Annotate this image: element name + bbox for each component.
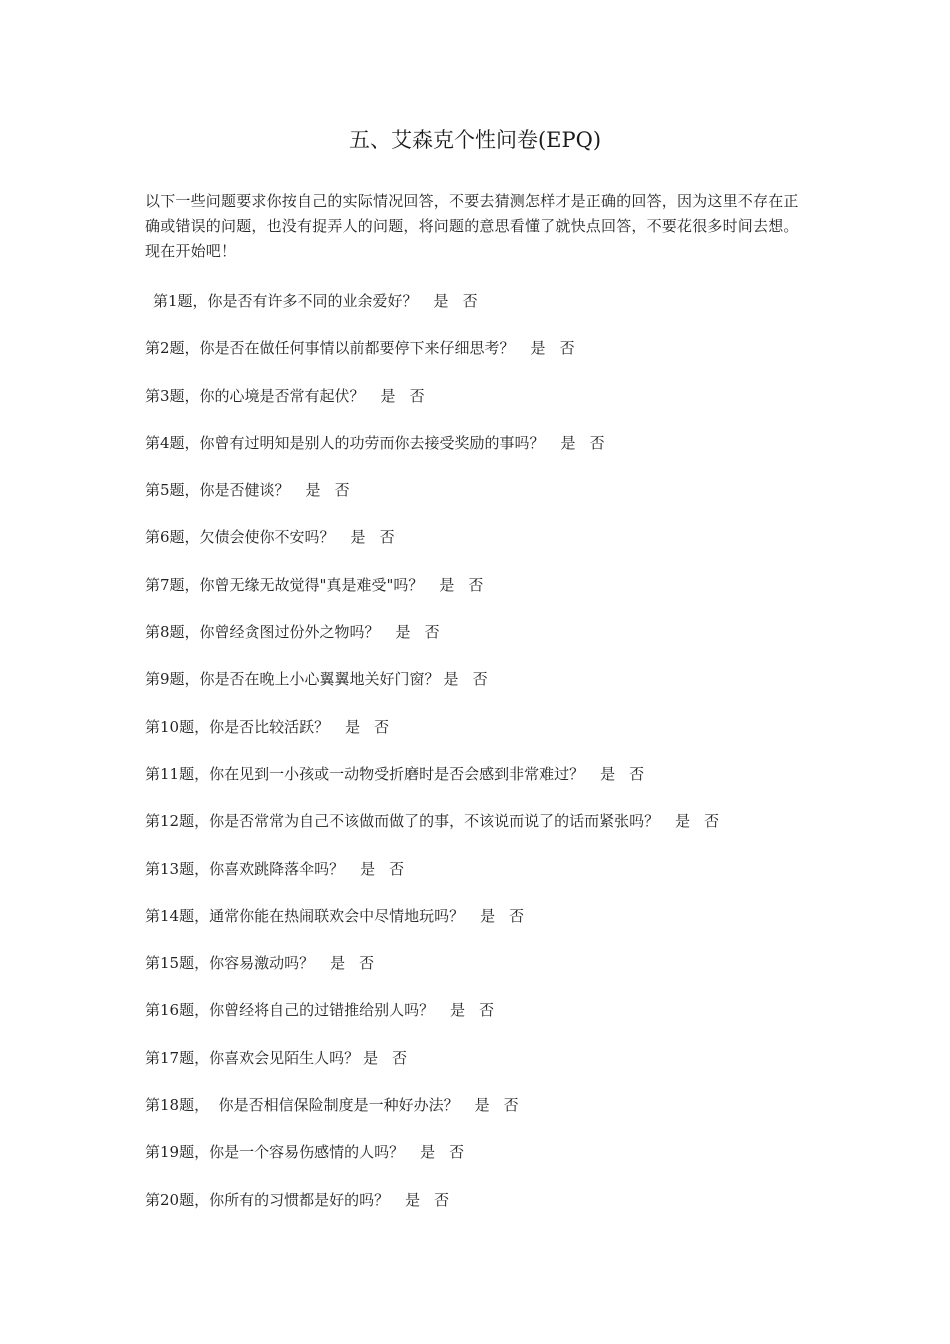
answer-no: 否 [559,339,575,358]
instructions-paragraph: 以下一些问题要求你按自己的实际情况回答，不要去猜测怎样才是正确的回答，因为这里不存在正确或错误的问题，也没有捉弄人的问题，将问题的意思看懂了就快点回答，不要花很多时间去想。现在开始吧！ [145,192,799,260]
question-text: 第20题，你所有的习惯都是好的吗？ [145,1190,390,1209]
question-item [145,1188,825,1235]
question-text: 第1题，你是否有许多不同的业余爱好？ [153,292,418,310]
question-text: 第7题，你曾无缘无故觉得"真是难受"吗？ [145,575,424,594]
question-text: 第11题，你在见到一小孩或一动物受折磨时是否会感到非常难过？ [145,764,585,783]
page-title: 五、艾森克个性问卷(EPQ) [348,128,602,152]
answer-no: 否 [359,954,375,973]
answer-yes: 是 [380,386,396,405]
answer-yes: 是 [439,575,455,594]
question-item [145,289,825,336]
question-item [145,525,825,572]
question-text: 第17题，你喜欢会见陌生人吗？ [145,1048,360,1067]
question-item [145,336,825,383]
question-item [145,384,825,431]
question-item [145,431,825,478]
answer-yes: 是 [474,1096,490,1115]
question-item [145,573,825,620]
question-item [145,951,825,998]
answer-no: 否 [462,292,478,310]
answer-no: 否 [434,1190,450,1209]
question-text: 第16题，你曾经将自己的过错推给别人吗？ [145,1001,435,1020]
answer-yes: 是 [480,906,496,925]
answer-yes: 是 [363,1048,379,1067]
answer-yes: 是 [600,764,616,783]
question-text: 第2题，你是否在做任何事情以前都要停下来仔细思考？ [145,339,515,358]
answer-no: 否 [389,859,405,878]
answer-no: 否 [409,386,425,405]
answer-no: 否 [379,528,395,547]
answer-yes: 是 [405,1190,421,1209]
question-item [145,809,825,856]
question-item [145,1093,825,1140]
question-text: 第5题，你是否健谈？ [145,481,290,500]
question-item [145,667,825,714]
answer-yes: 是 [395,623,411,642]
question-text: 第19题，你是一个容易伤感情的人吗？ [145,1143,405,1162]
answer-no: 否 [509,906,525,925]
answer-yes: 是 [350,528,366,547]
answer-yes: 是 [420,1143,436,1162]
answer-no: 否 [334,481,350,500]
answer-yes: 是 [560,433,576,452]
answer-no: 否 [424,623,440,642]
question-text: 第6题，欠债会使你不安吗？ [145,528,335,547]
answer-yes: 是 [443,670,459,689]
question-item [145,478,825,525]
question-text: 第9题，你是否在晚上小心翼翼地关好门窗？ [145,670,440,689]
answer-no: 否 [503,1096,519,1115]
answer-yes: 是 [675,812,691,831]
answer-yes: 是 [330,954,346,973]
answer-yes: 是 [450,1001,466,1020]
question-item [145,857,825,904]
question-item [145,620,825,667]
answer-no: 否 [374,717,390,736]
question-text: 第10题，你是否比较活跃？ [145,717,330,736]
answer-no: 否 [472,670,488,689]
answer-no: 否 [704,812,720,831]
answer-no: 否 [629,764,645,783]
question-text: 第13题，你喜欢跳降落伞吗？ [145,859,345,878]
question-text: 第8题，你曾经贪图过份外之物吗？ [145,623,380,642]
question-text: 第12题，你是否常常为自己不该做而做了的事，不该说而说了的话而紧张吗？ [145,812,660,831]
question-text: 第15题，你容易激动吗？ [145,954,315,973]
question-list [145,289,825,1235]
question-item [145,1140,825,1187]
question-item [145,1046,825,1093]
question-text: 第14题，通常你能在热闹联欢会中尽情地玩吗？ [145,906,465,925]
question-text: 第4题，你曾有过明知是别人的功劳而你去接受奖励的事吗？ [145,433,545,452]
answer-yes: 是 [433,292,449,310]
answer-no: 否 [468,575,484,594]
question-item [145,998,825,1045]
question-item [145,715,825,762]
question-item [145,762,825,809]
answer-no: 否 [449,1143,465,1162]
answer-yes: 是 [305,481,321,500]
answer-no: 否 [589,433,605,452]
answer-no: 否 [479,1001,495,1020]
question-item [145,904,825,951]
answer-yes: 是 [360,859,376,878]
answer-yes: 是 [530,339,546,358]
question-text: 第3题，你的心境是否常有起伏？ [145,386,365,405]
answer-no: 否 [392,1048,408,1067]
question-text: 第18题， 你是否相信保险制度是一种好办法？ [145,1096,459,1115]
answer-yes: 是 [345,717,361,736]
